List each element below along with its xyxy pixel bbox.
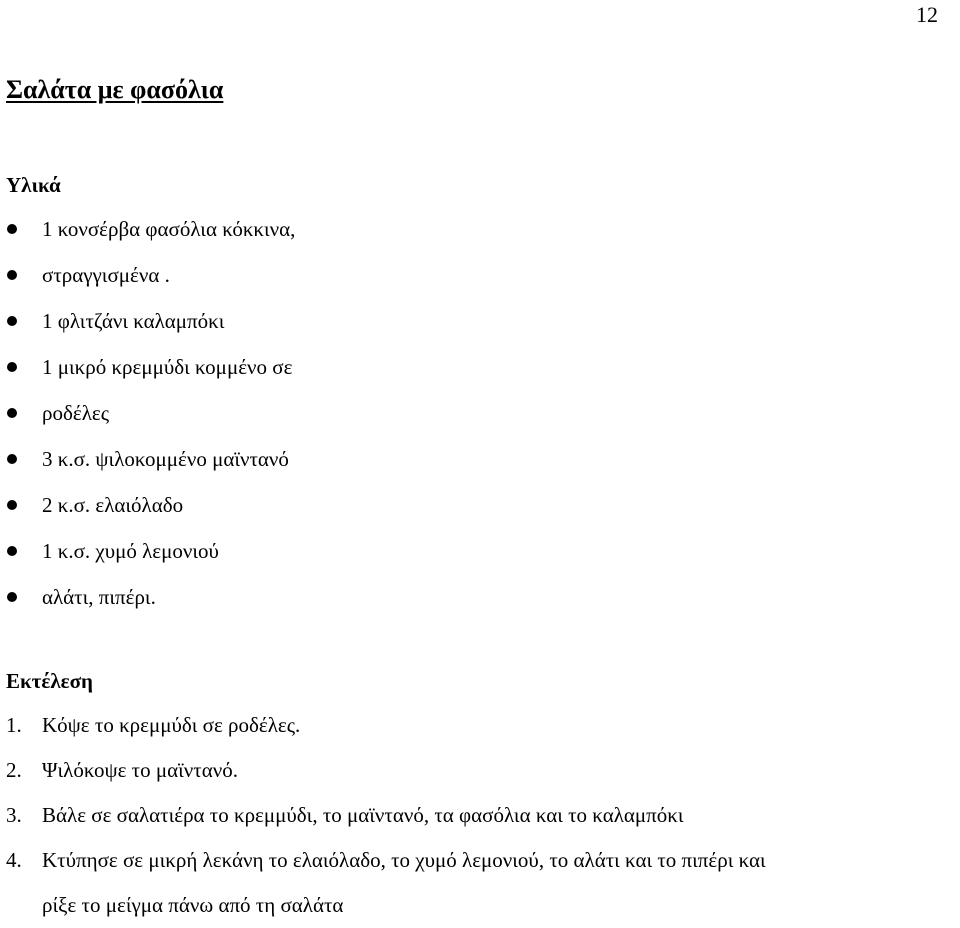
ingredient-item	[0, 258, 295, 304]
bullet-icon	[7, 592, 17, 602]
step-text: Κτύπησε σε μικρή λεκάνη το ελαιόλαδο, το χυμό λεμονιού, το αλάτι και το πιπέρι και	[42, 848, 766, 872]
step-number: 2.	[6, 758, 22, 782]
bullet-icon	[7, 316, 17, 326]
ingredient-item	[0, 304, 295, 350]
page-number: 12	[916, 2, 938, 27]
ingredient-text: 2 κ.σ. ελαιόλαδο	[42, 493, 184, 517]
step-item	[0, 703, 766, 748]
step-number: 4.	[6, 848, 22, 872]
ingredient-text: στραγγισμένα .	[42, 263, 170, 287]
step-number: 3.	[6, 803, 22, 827]
bullet-icon	[7, 454, 17, 464]
step-item	[0, 748, 766, 793]
bullet-icon	[7, 224, 17, 234]
ingredient-text: ροδέλες	[42, 401, 110, 425]
step-text: Βάλε σε σαλατιέρα το κρεμμύδι, το μαϊντανό, τα φασόλια και το καλαμπόκι	[42, 803, 684, 827]
ingredient-text: 1 μικρό κρεμμύδι κομμένο σε	[42, 355, 293, 379]
bullet-icon	[7, 546, 17, 556]
step-text: Ψιλόκοψε το μαϊντανό.	[42, 758, 238, 782]
step-item	[0, 838, 766, 928]
bullet-icon	[7, 408, 17, 418]
ingredient-item	[0, 488, 295, 534]
step-number: 1.	[6, 713, 22, 737]
ingredient-item	[0, 580, 295, 626]
step-text: Κόψε το κρεμμύδι σε ροδέλες.	[42, 713, 301, 737]
bullet-icon	[7, 270, 17, 280]
ingredient-item	[0, 396, 295, 442]
bullet-icon	[7, 362, 17, 372]
ingredient-text: 1 φλιτζάνι καλαμπόκι	[42, 309, 225, 333]
ingredient-text: 1 κ.σ. χυμό λεμονιού	[42, 539, 219, 563]
ingredient-item	[0, 212, 295, 258]
steps-heading: Εκτέλεση	[6, 669, 93, 693]
steps-list	[0, 703, 766, 928]
ingredient-text: 1 κονσέρβα φασόλια κόκκινα,	[42, 217, 296, 241]
ingredients-heading: Υλικά	[6, 173, 61, 197]
step-text-continued: ρίξε το μείγμα πάνω από τη σαλάτα	[42, 893, 344, 917]
ingredient-item	[0, 350, 295, 396]
bullet-icon	[7, 500, 17, 510]
recipe-title: Σαλάτα με φασόλια	[6, 75, 224, 104]
ingredient-item	[0, 534, 295, 580]
step-item	[0, 793, 766, 838]
ingredient-text: 3 κ.σ. ψιλοκομμένο μαϊντανό	[42, 447, 289, 471]
ingredients-list	[0, 212, 295, 626]
ingredient-item	[0, 442, 295, 488]
ingredient-text: αλάτι, πιπέρι.	[42, 585, 156, 609]
